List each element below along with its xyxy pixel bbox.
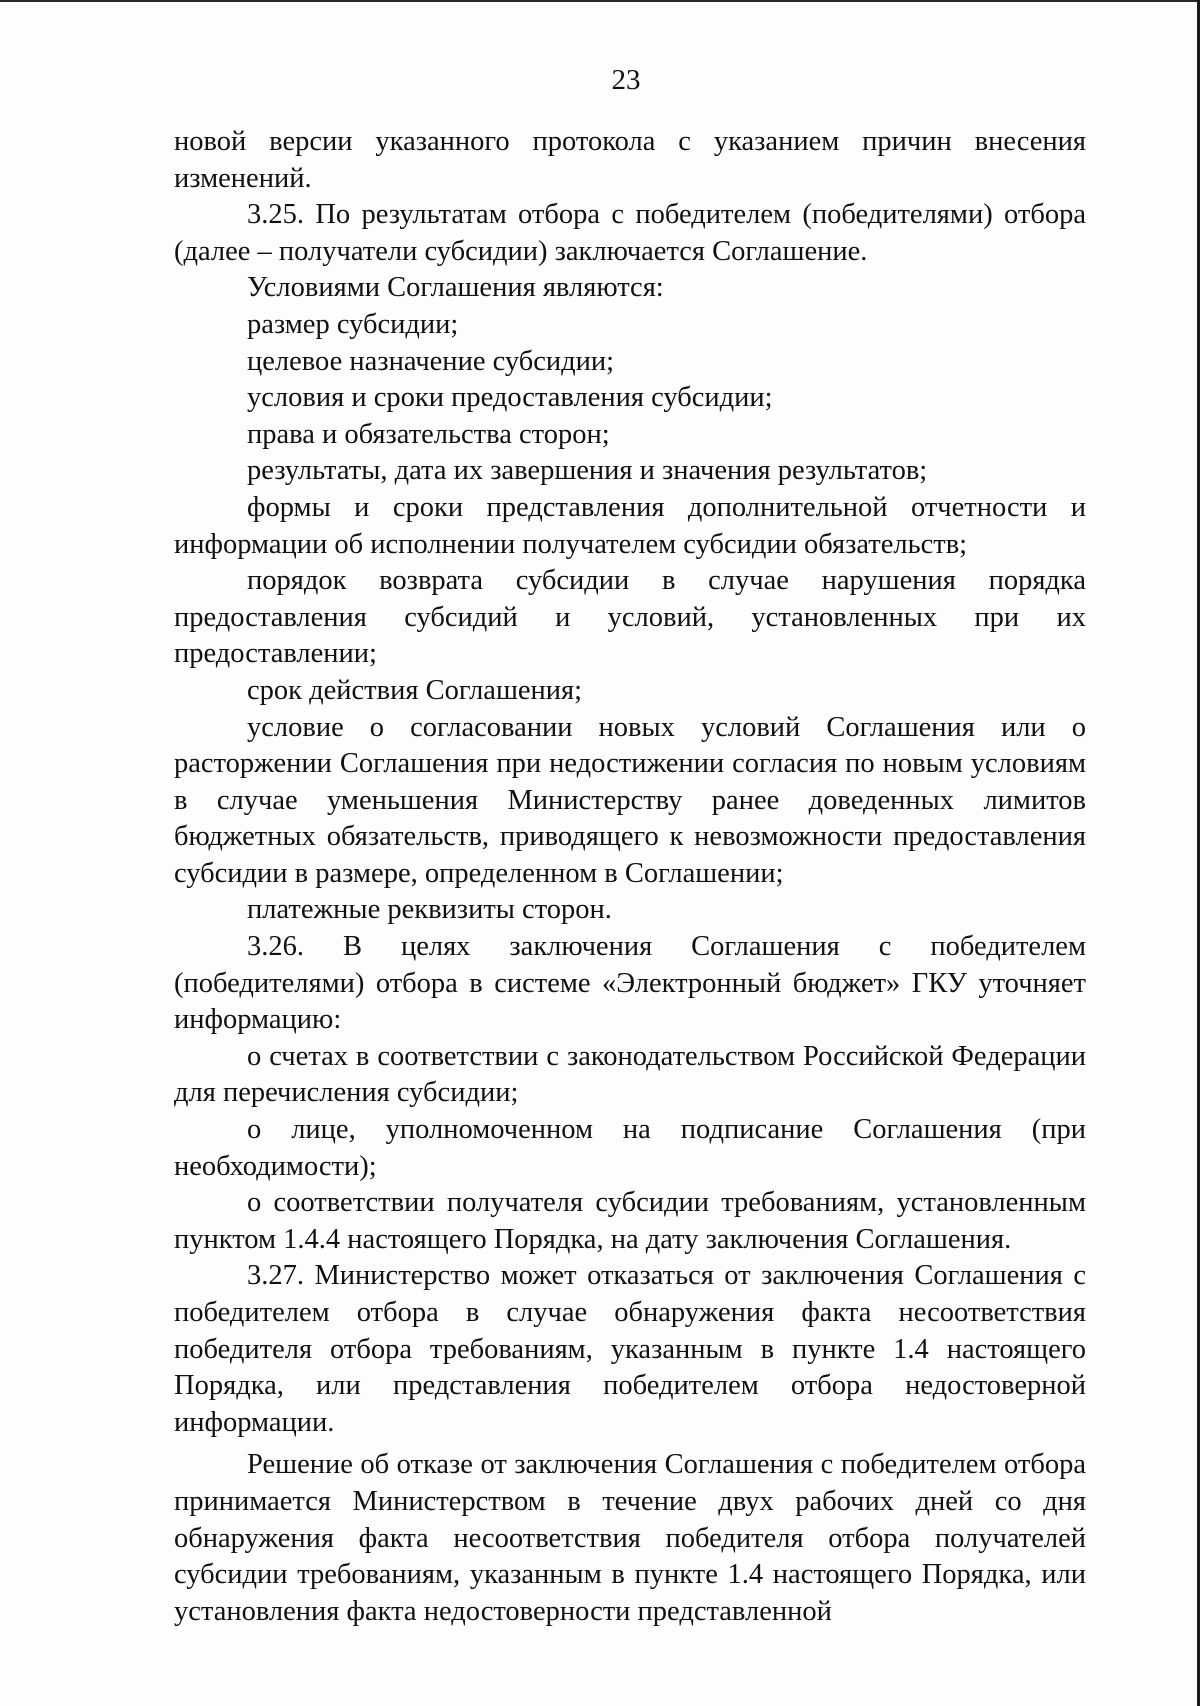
- list-item-purpose: целевое назначение субсидии;: [247, 345, 615, 377]
- paragraph-3-26: 3.26. В целях заключения Соглашения с победителем (победителями) отбора в системе «Электронный бюджет» ГКУ уточняет информацию:: [174, 931, 1086, 1036]
- document-body: [174, 124, 1086, 1630]
- paragraph-conditions-intro: Условиями Соглашения являются:: [247, 272, 664, 304]
- list-item-compliance: о соответствии получателя субсидии требованиям, установленным пунктом 1.4.4 настоящего Порядка, на дату заключения Соглашения.: [174, 1187, 1086, 1255]
- list-item-reporting: формы и сроки представления дополнительной отчетности и информации об исполнении получателем субсидии обязательств;: [174, 491, 1086, 560]
- paragraph-continuation: новой версии указанного протокола с указанием причин внесения изменений.: [174, 126, 1086, 194]
- list-item-duration: срок действия Соглашения;: [247, 674, 583, 706]
- list-item-refund: порядок возврата субсидии в случае нарушения порядка предоставления субсидий и условий, установленных при их предоставлении;: [174, 565, 1086, 670]
- list-item-results: результаты, дата их завершения и значения результатов;: [247, 455, 928, 487]
- list-item-payment-details: платежные реквизиты сторон.: [247, 894, 612, 926]
- list-item-subsidy-size: размер субсидии;: [247, 308, 459, 340]
- list-item-signatory: о лице, уполномоченном на подписание Соглашения (при необходимости);: [174, 1114, 1086, 1182]
- list-item-rights: права и обязательства сторон;: [247, 418, 610, 450]
- page-number: 23: [611, 64, 641, 96]
- paragraph-3-25: 3.25. По результатам отбора с победителем (победителями) отбора (далее – получатели субсидии) заключается Соглашение.: [174, 199, 1086, 267]
- paragraph-refusal-decision: Решение об отказе от заключения Соглашения с победителем отбора принимается Министерством в течение двух рабочих дней со дня обнаружения факта несоответствия победителя отбора получателей субсидии требованиям, указанным в пункте 1.4 настоящего Порядка, или установления факта недостоверности представленной: [174, 1449, 1086, 1627]
- list-item-accounts: о счетах в соответствии с законодательством Российской Федерации для перечисления субсидии;: [174, 1040, 1086, 1109]
- scan-edge-top: [0, 0, 1200, 2]
- paragraph-3-27: 3.27. Министерство может отказаться от заключения Соглашения с победителем отбора в случае обнаружения факта несоответствия победителя отбора требованиям, указанным в пункте 1.4 настоящего Порядка, или представления победителем отбора недостоверной информации.: [174, 1260, 1086, 1438]
- list-item-terms: условия и сроки предоставления субсидии;: [247, 382, 773, 414]
- list-item-new-conditions: условие о согласовании новых условий Соглашения или о расторжении Соглашения при недостижении согласия по новым условиям в случае уменьшения Министерству ранее доведенных лимитов бюджетных обязательств, приводящего к невозможности предоставления субсидии в размере, определенном в Соглашении;: [174, 711, 1086, 889]
